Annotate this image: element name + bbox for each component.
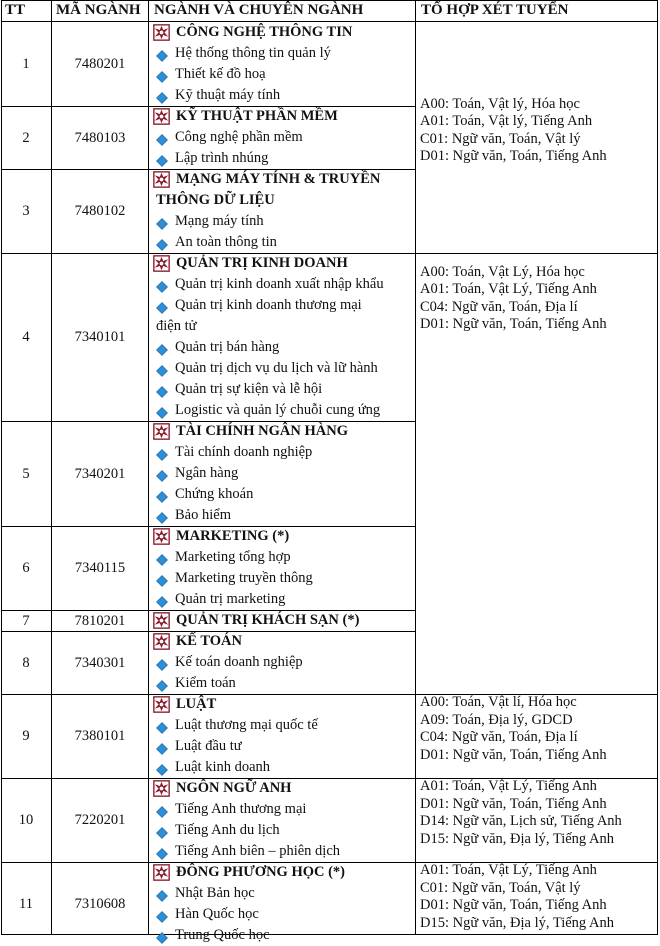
- diamond-icon: [156, 489, 168, 501]
- line-text: Quản trị dịch vụ du lịch và lữ hành: [175, 360, 378, 376]
- diamond-icon: [156, 405, 168, 417]
- combo-line: D01: Ngữ văn, Toán, Tiếng Anh: [420, 897, 607, 914]
- specialization-item: [149, 232, 414, 253]
- major-title: [149, 253, 414, 274]
- line-text: Tiếng Anh biên – phiên dịch: [175, 843, 341, 859]
- star-icon: [153, 171, 170, 188]
- specialization-item: [149, 379, 414, 400]
- line-text: KỸ THUẬT PHẦN MỀM: [176, 108, 338, 124]
- combo-divider: [415, 253, 658, 254]
- combo-line: D14: Ngữ văn, Lịch sử, Tiếng Anh: [420, 813, 622, 830]
- major-code: 7480201: [74, 56, 126, 72]
- line-text: Hàn Quốc học: [175, 906, 259, 922]
- line-text: Tiếng Anh thương mại: [175, 801, 307, 817]
- major-code: 7380101: [74, 728, 126, 744]
- row-number: 3: [22, 203, 30, 219]
- diamond-icon: [156, 384, 168, 396]
- diamond-icon: [156, 678, 168, 690]
- star-icon: [153, 255, 170, 272]
- major-code: 7340101: [74, 329, 126, 345]
- specialization-item: [149, 64, 414, 85]
- specialization-item: [149, 211, 414, 232]
- major-title: [149, 862, 414, 883]
- line-text: Tài chính doanh nghiệp: [175, 444, 313, 460]
- star-icon: [153, 696, 170, 713]
- combo-group: [420, 862, 656, 932]
- major-title: [149, 526, 414, 547]
- combo-group: [420, 778, 656, 848]
- major-title: [149, 421, 414, 442]
- specialization-item: [149, 43, 414, 64]
- specialization-item: [149, 484, 414, 505]
- line-text: LUẬT: [176, 696, 217, 712]
- specialization-item: [149, 715, 414, 736]
- line-text: THÔNG DỮ LIỆU: [156, 192, 275, 208]
- combo-group: [420, 96, 656, 166]
- line-text: Luật đầu tư: [175, 738, 242, 754]
- diamond-icon: [156, 594, 168, 606]
- row-number: 2: [22, 129, 30, 146]
- line-text: Thiết kế đồ hoạ: [175, 66, 266, 82]
- line-text: CÔNG NGHỆ THÔNG TIN: [176, 24, 353, 40]
- diamond-icon: [156, 930, 168, 942]
- combo-line: D01: Ngữ văn, Toán, Tiếng Anh: [420, 746, 607, 763]
- combo-line: D01: Ngữ văn, Toán, Tiếng Anh: [420, 795, 607, 812]
- specialization-item: [149, 274, 414, 295]
- major-code: 7810201: [74, 612, 126, 629]
- combo-line: A00: Toán, Vật Lý, Hóa học: [420, 263, 585, 280]
- row-number: 8: [22, 654, 30, 671]
- line-text: Kỹ thuật máy tính: [175, 87, 281, 103]
- combo-line: A01: Toán, Vật Lý, Tiếng Anh: [420, 281, 597, 298]
- combo-line: C04: Ngữ văn, Toán, Địa lí: [420, 729, 578, 746]
- line-text: Tiếng Anh du lịch: [175, 822, 280, 838]
- line-text: Quản trị kinh doanh thương mại: [175, 297, 362, 313]
- line-text: Trung Quốc học: [175, 927, 270, 943]
- major-title: [149, 694, 414, 715]
- specialization-item: [149, 673, 414, 694]
- combo-line: A01: Toán, Vật lý, Tiếng Anh: [420, 113, 593, 130]
- major-code: 7480103: [74, 129, 126, 146]
- combo-line: C01: Ngữ văn, Toán, Vật lý: [420, 879, 581, 896]
- diamond-icon: [156, 363, 168, 375]
- star-icon: [153, 423, 170, 440]
- specialization-item: [149, 820, 414, 841]
- diamond-icon: [156, 90, 168, 102]
- diamond-icon: [156, 342, 168, 354]
- header-major: NGÀNH VÀ CHUYÊN NGÀNH: [154, 2, 364, 18]
- major-code: 7480102: [74, 203, 126, 219]
- major-code: 7340201: [74, 465, 126, 482]
- specialization-item: [149, 736, 414, 757]
- line-text: Kiểm toán: [175, 675, 236, 691]
- major-title: [149, 778, 414, 799]
- diamond-icon: [156, 510, 168, 522]
- line-continuation: [149, 190, 414, 211]
- diamond-icon: [156, 888, 168, 900]
- major-title: [149, 169, 414, 190]
- star-icon: [153, 864, 170, 881]
- line-text: Luật thương mại quốc tế: [175, 717, 318, 733]
- star-icon: [153, 528, 170, 545]
- line-text: NGÔN NGỮ ANH: [176, 780, 292, 796]
- diamond-icon: [156, 552, 168, 564]
- header-combos: TỔ HỢP XÉT TUYỂN: [421, 2, 569, 18]
- line-text: Marketing tổng hợp: [175, 549, 291, 565]
- diamond-icon: [156, 825, 168, 837]
- combo-line: C04: Ngữ văn, Toán, Địa lí: [420, 298, 578, 315]
- diamond-icon: [156, 132, 168, 144]
- row-number: 9: [22, 728, 30, 744]
- line-text: Quản trị sự kiện và lễ hội: [175, 381, 323, 397]
- combo-line: D15: Ngữ văn, Địa lý, Tiếng Anh: [420, 914, 614, 931]
- line-text: Marketing truyền thông: [175, 570, 313, 586]
- major-code: 7340115: [74, 560, 126, 576]
- diamond-icon: [156, 846, 168, 858]
- star-icon: [153, 612, 170, 629]
- line-text: Quản trị bán hàng: [175, 339, 280, 355]
- line-text: Quản trị kinh doanh xuất nhập khẩu: [175, 276, 384, 292]
- line-continuation: [149, 316, 414, 337]
- line-text: MẠNG MÁY TÍNH & TRUYỀN: [176, 171, 381, 187]
- line-text: Kế toán doanh nghiệp: [175, 654, 303, 670]
- diamond-icon: [156, 741, 168, 753]
- specialization-item: [149, 358, 414, 379]
- combo-line: C01: Ngữ văn, Toán, Vật lý: [420, 130, 581, 147]
- specialization-item: [149, 883, 414, 904]
- line-text: Ngân hàng: [175, 465, 239, 481]
- combo-line: A01: Toán, Vật Lý, Tiếng Anh: [420, 778, 597, 794]
- line-text: Nhật Bản học: [175, 885, 255, 901]
- specialization-item: [149, 85, 414, 106]
- diamond-icon: [156, 216, 168, 228]
- specialization-item: [149, 505, 414, 526]
- admission-table: [1, 0, 658, 943]
- star-icon: [153, 633, 170, 650]
- line-text: Lập trình nhúng: [175, 150, 269, 166]
- line-text: Mạng máy tính: [175, 213, 264, 229]
- line-text: MARKETING (*): [176, 528, 290, 544]
- major-code: 7310608: [74, 896, 126, 912]
- diamond-icon: [156, 48, 168, 60]
- combo-line: D15: Ngữ văn, Địa lý, Tiếng Anh: [420, 830, 614, 847]
- combo-line: D01: Ngữ văn, Toán, Tiếng Anh: [420, 316, 607, 333]
- combo-line: A00: Toán, Vật lý, Hóa học: [420, 95, 580, 112]
- combo-group: [420, 694, 656, 764]
- major-code: 7340301: [74, 654, 126, 671]
- line-text: QUẢN TRỊ KHÁCH SẠN (*): [176, 612, 360, 628]
- specialization-item: [149, 757, 414, 778]
- major-code: 7220201: [74, 812, 126, 828]
- major-title: [149, 631, 414, 652]
- diamond-icon: [156, 909, 168, 921]
- specialization-item: [149, 127, 414, 148]
- table-border-right: [657, 0, 658, 935]
- diamond-icon: [156, 69, 168, 81]
- specialization-item: [149, 589, 414, 610]
- row-number: 6: [22, 560, 30, 576]
- row-number: 4: [22, 329, 30, 345]
- major-title: [149, 106, 414, 127]
- diamond-icon: [156, 573, 168, 585]
- star-icon: [153, 780, 170, 797]
- diamond-icon: [156, 720, 168, 732]
- combo-line: D01: Ngữ văn, Toán, Tiếng Anh: [420, 148, 607, 165]
- specialization-item: [149, 547, 414, 568]
- line-text: Logistic và quản lý chuỗi cung ứng: [175, 402, 381, 418]
- line-text: Quản trị marketing: [175, 591, 286, 607]
- specialization-item: [149, 148, 414, 169]
- line-text: điện tử: [156, 318, 197, 334]
- diamond-icon: [156, 804, 168, 816]
- line-text: QUẢN TRỊ KINH DOANH: [176, 255, 348, 271]
- diamond-icon: [156, 237, 168, 249]
- specialization-item: [149, 337, 414, 358]
- diamond-icon: [156, 762, 168, 774]
- combo-line: A01: Toán, Vật Lý, Tiếng Anh: [420, 862, 597, 878]
- line-text: ĐÔNG PHƯƠNG HỌC (*): [176, 864, 346, 880]
- line-text: Công nghệ phần mềm: [175, 129, 303, 145]
- diamond-icon: [156, 657, 168, 669]
- combo-line: A09: Toán, Địa lý, GDCD: [420, 711, 573, 728]
- diamond-icon: [156, 153, 168, 165]
- specialization-item: [149, 463, 414, 484]
- star-icon: [153, 24, 170, 41]
- header-code: MÃ NGÀNH: [56, 2, 141, 18]
- line-text: Hệ thống thông tin quản lý: [175, 45, 331, 61]
- specialization-item: [149, 295, 414, 316]
- line-text: An toàn thông tin: [175, 234, 277, 250]
- combo-line: A00: Toán, Vật lí, Hóa học: [420, 694, 577, 710]
- diamond-icon: [156, 447, 168, 459]
- line-text: TÀI CHÍNH NGÂN HÀNG: [176, 423, 348, 439]
- star-icon: [153, 108, 170, 125]
- diamond-icon: [156, 468, 168, 480]
- combo-group: [420, 264, 656, 334]
- row-number: 1: [22, 56, 30, 72]
- specialization-item: [149, 568, 414, 589]
- row-number: 11: [19, 896, 33, 912]
- line-text: Luật kinh doanh: [175, 759, 271, 775]
- specialization-item: [149, 841, 414, 862]
- specialization-item: [149, 904, 414, 925]
- line-text: Chứng khoán: [175, 486, 254, 502]
- row-number: 7: [22, 612, 30, 629]
- row-number: 5: [22, 465, 30, 482]
- line-text: Bảo hiểm: [175, 507, 231, 523]
- line-text: KẾ TOÁN: [176, 633, 242, 649]
- diamond-icon: [156, 279, 168, 291]
- column-divider-combos: [415, 0, 416, 935]
- specialization-item: [149, 400, 414, 421]
- header-tt: TT: [5, 2, 26, 18]
- specialization-item: [149, 652, 414, 673]
- row-number: 10: [18, 812, 34, 828]
- diamond-icon: [156, 300, 168, 312]
- specialization-item: [149, 799, 414, 820]
- major-title: [149, 610, 414, 631]
- major-title: [149, 22, 414, 43]
- specialization-item: [149, 442, 414, 463]
